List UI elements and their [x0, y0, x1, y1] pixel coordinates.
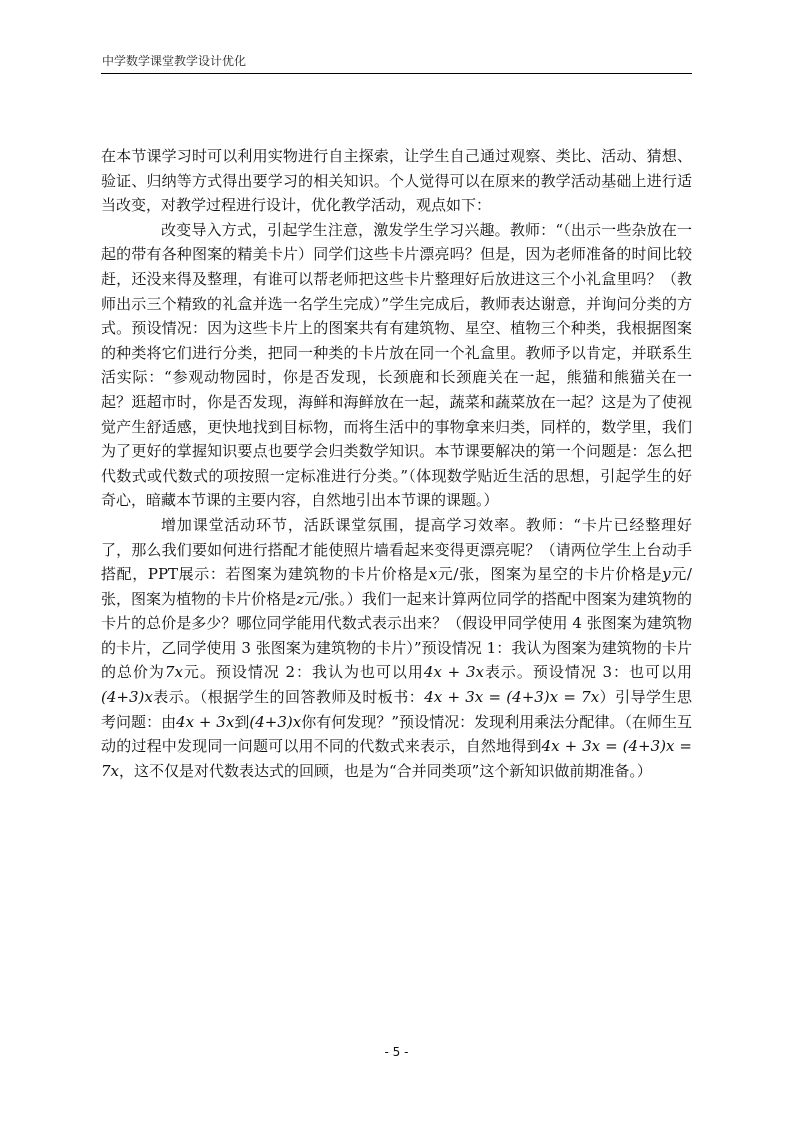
math-expression: (4+3)x [101, 688, 153, 707]
text-run: 表示。（根据学生的回答教师及时板书： [152, 688, 425, 707]
document-body [101, 144, 692, 783]
text-run: 增加课堂活动环节，活跃课堂氛围，提高学习效率。教师：“卡片已经整理好了，那么我们要如何进行搭配才能使照片墙看起来变得更漂亮呢？（请两位学生上台动手搭配，PPT展示：若图案为建筑物的卡片价格是 [101, 515, 692, 584]
text-run: 元/张。）我们一起来计算两位同学的搭配中图案为建筑物的卡片的总价是多少？哪位同学能用代数式表示出来？（假设甲同学使用 4 张图案为建筑物的卡片，乙同学使用 3 张图案为建筑物的卡片）”预设情况 1：我认为图案为建筑物的卡片的总价为 [101, 589, 692, 682]
math-equation: 4x + 3x = (4+3)x = 7x [424, 688, 600, 707]
math-equation: 4x + 3x = (4+3)x = 7x [101, 737, 692, 780]
text-run: 元/张，图案为植物的卡片价格是 [101, 565, 692, 608]
text-run: 到 [234, 712, 250, 731]
text-run: ，这不仅是对代数表达式的回顾，也是为“合并同类项”这个新知识做前期准备。） [119, 761, 652, 780]
running-header: 中学数学课堂教学设计优化 [102, 54, 247, 68]
header-divider [101, 73, 692, 74]
math-variable-y: y [662, 565, 671, 584]
page-number: - 5 - [384, 1045, 409, 1059]
text-run: 表示。预设情况 3：也可以用 [483, 663, 692, 682]
math-expression: 7x [164, 663, 183, 682]
paragraph-intro: 在本节课学习时可以利用实物进行自主探索，让学生自己通过观察、类比、活动、猜想、验证、归纳等方式得出要学习的相关知识。个人觉得可以在原来的教学活动基础上进行适当改变，对教学过程进行设计，优化教学活动，观点如下： [101, 147, 692, 215]
math-variable-z: z [296, 589, 305, 608]
text-run: ）引导学生思考问题：由 [101, 688, 692, 731]
text-run: 元/张，图案为星空的卡片价格是 [437, 565, 663, 584]
math-expression: 4x + 3x [176, 712, 235, 731]
paragraph-activity [101, 513, 692, 784]
math-expression: 4x + 3x [423, 663, 484, 682]
text-run: 你有何发现？”预设情况：发现利用乘法分配律。（在师生互动的过程中发现同一问题可以用不同的代数式来表示，自然地得到 [101, 712, 692, 756]
math-variable-x: x [428, 565, 438, 584]
math-expression: (4+3)x [249, 712, 302, 731]
text-run: 元。预设情况 2：我认为也可以用 [182, 663, 424, 682]
paragraph-lead-in: 改变导入方式，引起学生注意，激发学生学习兴趣。教师：“（出示一些杂放在一起的带有各种图案的精美卡片）同学们这些卡片漂亮吗？但是，因为老师准备的时间比较赶，还没来得及整理，有谁可以帮老师把这些卡片整理好后放进这三个小礼盒里吗？（教师出示三个精致的礼盒并选一名学生完成）”学生完成后，教师表达谢意，并询问分类的方式。预设情况：因为这些卡片上的图案共有有建筑物、星空、植物三个种类，我根据图案的种类将它们进行分类，把同一种类的卡片放在同一个礼盒里。教师予以肯定，并联系生活实际：“参观动物园时，你是否发现，长颈鹿和长颈鹿关在一起，熊猫和熊猫关在一起？逛超市时，你是否发现，海鲜和海鲜放在一起，蔬菜和蔬菜放在一起？这是为了使视觉产生舒适感，更快地找到目标物，而将生活中的事物拿来归类，同样的，数学里，我们为了更好的掌握知识要点也要学会归类数学知识。本节课要解决的第一个问题是：怎么把代数式或代数式的项按照一定标准进行分类。”（体现数学贴近生活的思想，引起学生的好奇心，暗藏本节课的主要内容，自然地引出本节课的课题。） [101, 220, 692, 510]
